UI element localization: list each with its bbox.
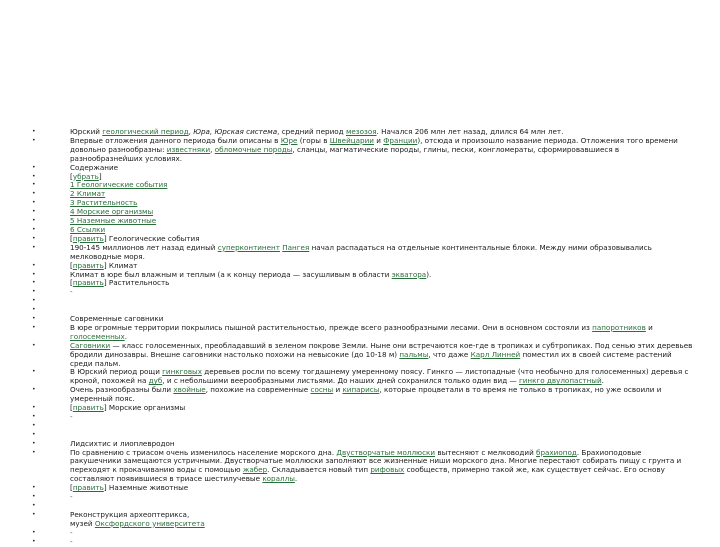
text: Очень разнообразны были <box>70 385 174 395</box>
image-caption <box>0 511 720 529</box>
toc-link-marine[interactable]: 4 Морские организмы <box>70 207 154 217</box>
link-pangaea[interactable]: Пангея <box>282 242 310 252</box>
text: деревьев росли по всему тогдашнему умеренному поясу. Гинкго — листопадные (что необычно для голосеменных) деревья с кроной, похожей на <box>70 367 689 386</box>
link-bivalves[interactable]: Двустворчатые моллюски <box>336 447 436 457</box>
blank-line <box>0 297 720 306</box>
section-heading-geology: • [править] Геологические события <box>0 235 720 244</box>
heading-text: Наземные животные <box>106 483 189 493</box>
toc-hide-link[interactable]: убрать <box>72 171 99 181</box>
image-placeholder <box>0 493 720 502</box>
link-cypresses[interactable]: кипарисы <box>342 385 380 395</box>
toc-link-climate[interactable]: 2 Климат <box>70 189 106 199</box>
text: , и с небольшими веерообразными листьями. До наших дней сохранился только один вид — <box>162 376 519 386</box>
text: вытесняют с мелководий <box>435 447 537 457</box>
link-equator[interactable]: экватора <box>391 269 427 279</box>
marine-paragraph <box>0 449 720 485</box>
toc-item <box>0 217 720 226</box>
toc-item <box>0 181 720 190</box>
caption-line-1: Реконструкция археоптерикса, <box>70 509 190 519</box>
text: 190-145 миллионов лет назад единый <box>70 242 218 252</box>
link-clastic-rocks[interactable]: обломочные породы <box>214 144 293 154</box>
link-france[interactable]: Франции <box>383 135 418 145</box>
article <box>0 128 720 547</box>
text: ), отсюда и произошло название периода. Отложения того времени довольно разнообразны: <box>70 135 678 154</box>
text: , <box>210 144 215 154</box>
text: начал распадаться на отдельные континентальные блоки. Между ними образовывались мелководные моря. <box>70 242 652 261</box>
image-caption: • Современные саговники <box>0 315 720 324</box>
link-supercontinent[interactable]: суперконтинент <box>217 242 280 252</box>
text: Юрский <box>70 127 103 136</box>
section-heading-land: • [править] Наземные животные <box>0 484 720 493</box>
heading-text: Морские организмы <box>106 403 186 413</box>
image-placeholder <box>0 413 720 422</box>
link-geological-period[interactable]: геологический период <box>102 127 189 136</box>
text: . Брахиоподовые ракушечники замещаются устричными. Двустворчатые моллюски заполняют все жизненные ниши морского дна. Многие перестают собирать пищу с грунта и переходят к прокачиванию воды с помощью <box>70 447 682 475</box>
edit-link[interactable]: править <box>72 233 104 243</box>
link-pines[interactable]: сосны <box>310 385 334 395</box>
text: Климат в юре был влажным и теплым (а к концу периода — засушливым в области <box>70 269 392 279</box>
text: ). <box>426 269 432 279</box>
link-carl-linnaeus[interactable]: Карл Линней <box>470 349 521 359</box>
text: (горы в <box>297 135 330 145</box>
edit-link[interactable]: править <box>72 278 104 288</box>
link-gills[interactable]: жабер <box>242 465 268 475</box>
link-jura[interactable]: Юре <box>280 135 298 145</box>
section-heading-marine: • [править] Морские организмы <box>0 404 720 413</box>
heading-text: Климат <box>106 260 138 270</box>
link-mesozoic[interactable]: мезозоя <box>345 127 377 136</box>
link-ginkgo-biloba[interactable]: гинкго двулопастный <box>518 376 602 386</box>
toc-link-flora[interactable]: 3 Растительность <box>70 198 138 208</box>
link-gymnosperms[interactable]: голосеменных <box>70 331 125 341</box>
text: . <box>124 331 128 341</box>
flora-paragraph-2 <box>0 342 720 369</box>
text: и <box>373 135 384 145</box>
image-placeholder <box>0 529 720 538</box>
link-oxford-museum[interactable]: Оксфордского университета <box>94 518 205 528</box>
image-placeholder <box>0 288 720 297</box>
text: , средний период <box>277 127 346 136</box>
link-cycads[interactable]: Саговники <box>70 340 111 350</box>
flora-paragraph-3 <box>0 368 720 386</box>
image-link-mark[interactable]: - <box>70 411 73 421</box>
text: , сланцы, магматические породы, глины, пески, конгломераты, сформировавшиеся в разнообразнейших условиях. <box>70 144 620 163</box>
link-conifers[interactable]: хвойные <box>173 385 206 395</box>
blank-line <box>0 422 720 431</box>
image-link-mark[interactable]: - <box>70 536 73 546</box>
geology-paragraph <box>0 244 720 262</box>
origin-paragraph <box>0 137 720 164</box>
article-bullets <box>0 128 720 547</box>
text: В юре огромные территории покрылись пышной растительностью, прежде всего разнообразными лесами. Они в основном состояли из <box>70 322 593 332</box>
text: , которые процветали в то время не только в тропиках, но уже освоили и умеренный пояс. <box>70 385 662 404</box>
text: сообществ, примерно такой же, как существует сейчас. Его основу составляют появившиеся в триасе шестилучевые <box>70 465 665 484</box>
text: , <box>188 127 194 136</box>
flora-paragraph-4 <box>0 386 720 404</box>
image-placeholder <box>0 538 720 547</box>
edit-link[interactable]: править <box>72 260 104 270</box>
text: . Начался 206 млн лет назад, длился 64 млн лет. <box>376 127 564 136</box>
text: . <box>294 474 298 484</box>
image-link-mark[interactable]: - <box>70 287 73 297</box>
toc-link-land[interactable]: 5 Наземные животные <box>70 216 157 226</box>
heading-text: Геологические события <box>106 233 200 243</box>
flora-paragraph-1 <box>0 324 720 342</box>
text: , что даже <box>428 349 471 359</box>
toc-link-geology[interactable]: 1 Геологические события <box>70 180 168 190</box>
toc-link-links[interactable]: 6 Ссылки <box>70 224 106 234</box>
image-caption: • Лидсихтис и лиоплевродон <box>0 440 720 449</box>
link-reef[interactable]: рифовых <box>370 465 405 475</box>
link-switzerland[interactable]: Швейцарии <box>329 135 374 145</box>
link-limestone[interactable]: известняки <box>166 144 211 154</box>
text: В Юрский период рощи <box>70 367 163 377</box>
section-heading-climate: • [править] Климат <box>0 262 720 271</box>
text: По сравнению с триасом очень изменилось население морского дна. <box>70 447 337 457</box>
text: поместил их в своей системе растений среди пальм. <box>70 349 672 368</box>
text: и <box>645 322 653 332</box>
section-heading-flora: • [править] Растительность <box>0 279 720 288</box>
text: , похожие на современные <box>205 385 311 395</box>
link-palms[interactable]: пальмы <box>399 349 429 359</box>
link-oak[interactable]: дуб <box>148 376 163 386</box>
text: . Складывается новый тип <box>267 465 371 475</box>
text: Впервые отложения данного периода были описаны в <box>70 135 281 145</box>
edit-link[interactable]: править <box>72 403 104 413</box>
link-ferns[interactable]: папоротников <box>592 322 646 332</box>
link-ginkgos[interactable]: гинкговых <box>162 367 202 377</box>
link-brachiopods[interactable]: брахиопод <box>536 447 577 457</box>
toc-hide-line: • [убрать] <box>0 173 720 182</box>
text: — класс голосеменных, преобладавший в зеленом покрове Земли. Ныне они встречаются кое-где в тропиках и субтропиках. Под сенью этих деревьев бродили динозавры. Внешне саговники настолько похожи на невысокие (до 10-18 м) <box>70 340 693 359</box>
link-corals[interactable]: кораллы <box>262 474 295 484</box>
text: . <box>601 376 604 386</box>
image-link-mark[interactable]: - <box>70 527 73 537</box>
edit-link[interactable]: править <box>72 483 104 493</box>
toc-title: • Содержание <box>0 164 720 173</box>
italic-alt-names: Юра, Юрская система <box>193 127 278 136</box>
caption-line-2: музей <box>70 518 95 528</box>
heading-text: Растительность <box>106 278 170 288</box>
image-link-mark[interactable]: - <box>70 492 73 502</box>
text: и <box>333 385 343 395</box>
